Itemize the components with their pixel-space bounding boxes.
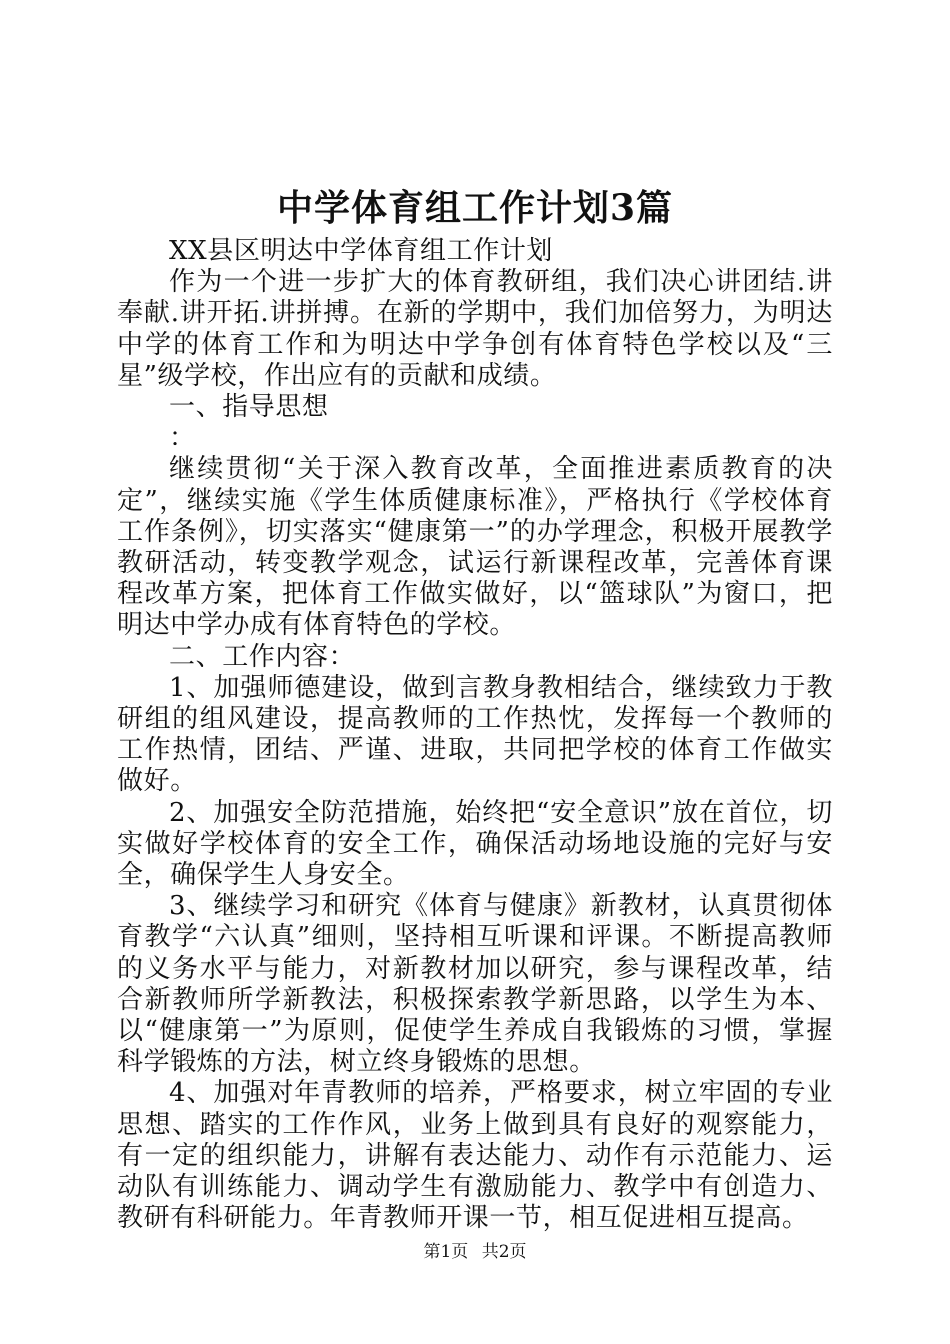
document-body — [117, 236, 833, 1235]
work-item-2: 2、加强安全防范措施，始终把“安全意识”放在首位，切实做好学校体育的安全工作，确保活动场地设施的完好与安全，确保学生人身安全。 — [117, 797, 833, 891]
work-item-1: 1、加强师德建设，做到言教身教相结合，继续致力于教研组的组风建设，提高教师的工作热忱，发挥每一个教师的工作热情，团结、严谨、进取，共同把学校的体育工作做实做好。 — [117, 672, 833, 797]
plan-heading: XX县区明达中学体育组工作计划 — [169, 236, 554, 266]
document-title: 中学体育组工作计划3篇 — [276, 187, 674, 229]
page-total: 共2页 — [481, 1242, 527, 1262]
guiding-thought-paragraph: 继续贯彻“关于深入教育改革，全面推进素质教育的决定”，继续实施《学生体质健康标准》，严格执行《学校体育工作条例》，切实落实“健康第一”的办学理念，积极开展教学教研活动，转变教学观念，试运行新课程改革，完善体育课程改革方案，把体育工作做实做好，以“篮球队”为窗口，把明达中学办成有体育特色的学校。 — [117, 454, 833, 641]
colon-line: ： — [169, 423, 196, 454]
section-heading-work-content: 二、工作内容： — [169, 641, 356, 672]
page-number: 第1页 — [423, 1242, 469, 1262]
page-footer — [0, 1240, 950, 1264]
work-item-4: 4、加强对年青教师的培养，严格要求，树立牢固的专业思想、踏实的工作作风，业务上做到具有良好的观察能力，有一定的组织能力，讲解有表达能力、动作有示范能力、运动队有训练能力、调动学生有激励能力、教学中有创造力、教研有科研能力。年青教师开课一节，相互促进相互提高。 — [117, 1078, 833, 1234]
section-heading-guiding-thought: 一、指导思想 — [169, 392, 329, 423]
work-item-3: 3、继续学习和研究《体育与健康》新教材，认真贯彻体育教学“六认真”细则，坚持相互听课和评课。不断提高教师的义务水平与能力，对新教材加以研究，参与课程改革，结合新教师所学新教法，积极探索教学新思路，以学生为本、以“健康第一”为原则，促使学生养成自我锻炼的习惯，掌握科学锻炼的方法，树立终身锻炼的思想。 — [117, 891, 833, 1078]
intro-paragraph: 作为一个进一步扩大的体育教研组，我们决心讲团结.讲奉献.讲开拓.讲拼搏。在新的学期中，我们加倍努力，为明达中学的体育工作和为明达中学争创有体育特色学校以及“三星”级学校，作出应有的贡献和成绩。 — [117, 267, 833, 391]
